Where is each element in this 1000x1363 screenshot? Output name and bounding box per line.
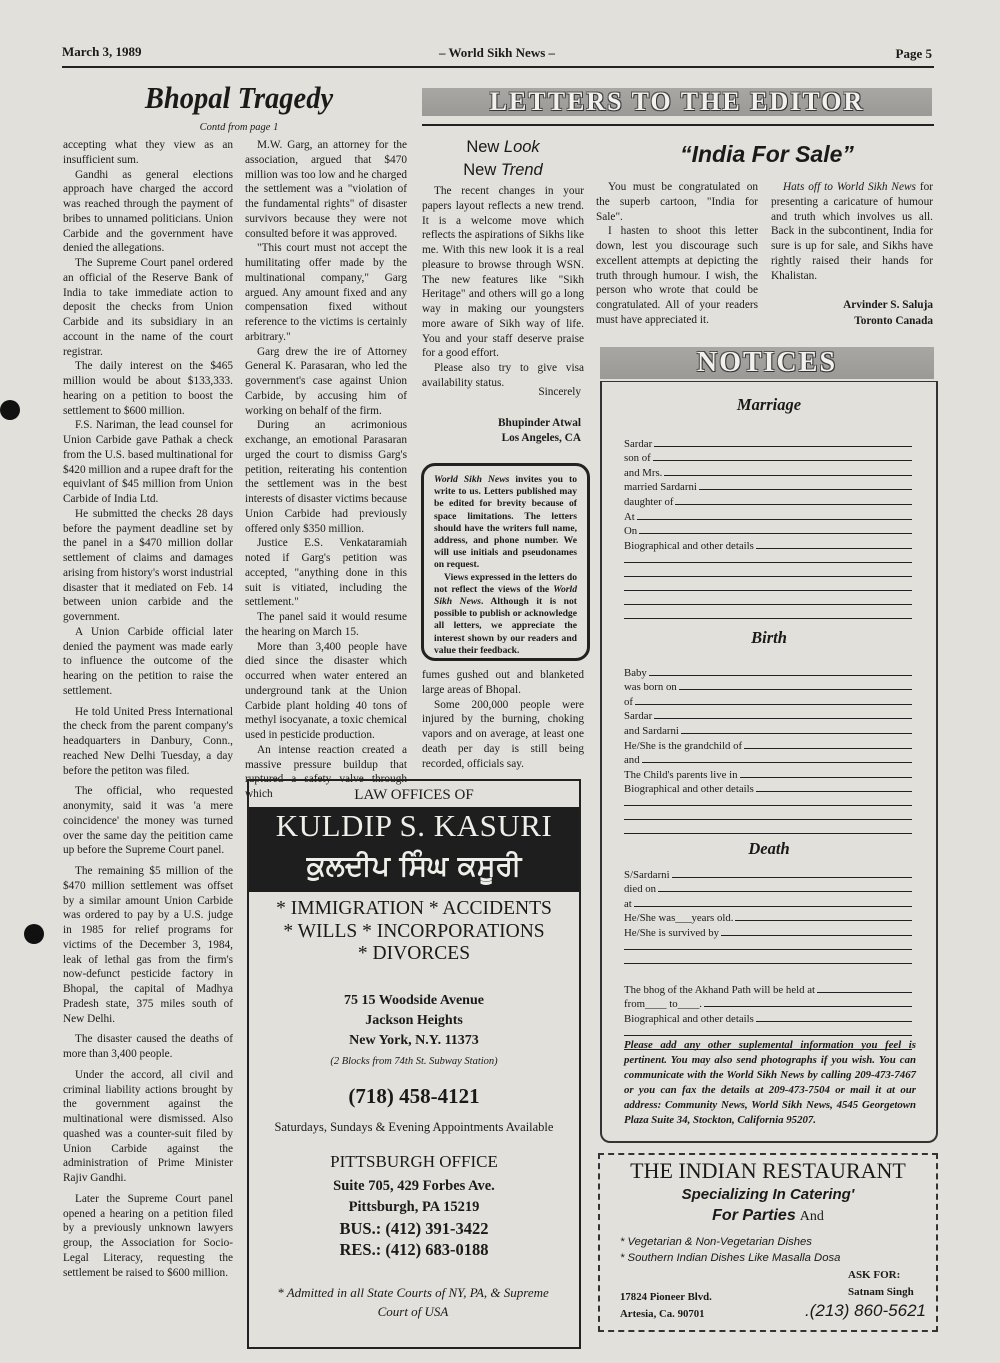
paragraph: The daily interest on the $465 million would be about $133,333. hearing on a petition to boost the settlement to $600 million.: [63, 360, 233, 417]
policy-text: . Although it is not possible to publish or acknowledge all letters, we appreciate the interest shown by our readers and value their feedback.: [434, 596, 577, 656]
restaurant-menu: [620, 1234, 840, 1266]
birth-title: Birth: [751, 628, 787, 647]
article-column-1: [63, 138, 233, 1280]
form-field[interactable]: [624, 781, 912, 796]
field-label: The Child's parents live in: [624, 768, 738, 781]
field-label: married Sardarni: [624, 481, 697, 494]
service-line: * WILLS * INCORPORATIONS: [283, 920, 545, 942]
paragraph: Garg drew the ire of Attorney General K. Parasaran, who led the government's case against Union Carbide, by accusing him of working on behalf of the firm.: [245, 345, 407, 417]
form-field[interactable]: [624, 708, 912, 723]
restaurant-name: THE INDIAN RESTAURANT: [630, 1158, 906, 1183]
paragraph: He submitted the checks 28 days before the payment deadline set by the panel in a $470 million dollar settlement of claims and damages arising from history's worst industrial disaster that it mediated on Feb. 14 between union carbide and the government.: [63, 507, 233, 623]
paragraph: Gandhi as general elections approach have charged the accord was reached through the payment of bribes to unnamed politicians. Union Carbide and the government have denied the allegations.: [63, 168, 233, 255]
fill-in-line[interactable]: [639, 533, 912, 534]
law-ad-pittsburgh-details: [249, 1176, 579, 1260]
field-label: Biographical and other details: [624, 539, 754, 552]
paragraph: An intense reaction created a massive pressure buildup that ruptured a safety valve through which: [245, 743, 407, 800]
article-continued-note: Contd from page 1: [199, 122, 279, 133]
policy-text: invites you to write to us. Letters published may be edited for brevity because of space limitations. The letters should have the writers full name, address, and phone number. We will use initials and pseudonames on request.: [434, 474, 577, 571]
field-label: daughter of: [624, 495, 674, 508]
paper-name-italic: World Sikh News: [434, 474, 510, 485]
paragraph: M.W. Garg, an attorney for the association, argued that $470 million was too low and he charged the settlement was a "violation of the fundamental rights" of disaster survivors because they were not consulted before it was approved.: [245, 139, 407, 240]
field-label: Biographical and other details: [624, 1012, 754, 1025]
letter2-text: for presenting a caricature of humour and truth which involves us all. Back in the subcontinent, India for sure is up for sale, and Sikhs have rightly raised their hands for Khalistan.: [771, 181, 934, 282]
paragraph: The recent changes in your papers layout reflects a new trend. It is a welcome move which reflects the aspirations of Sikhs like me. With this new look it is a real pleasure to browse through WSN. The new features like "Sikh Heritage" and others will go a long way in making our youngsters more aware of Sikh way of life. You and your staff deserve praise for a good effort.: [422, 185, 584, 360]
paper-name: – World Sikh News –: [438, 45, 556, 60]
letter2-paragraph: [771, 180, 933, 283]
letters-banner: LETTERS TO THE EDITOR: [422, 88, 932, 116]
field-label: at: [624, 897, 632, 910]
field-label: At: [624, 510, 635, 523]
form-field[interactable]: [624, 737, 912, 752]
title-word: Look: [503, 138, 540, 156]
fill-in-line[interactable]: [634, 906, 912, 907]
law-ad-name: KULDIP S. KASURI: [275, 808, 553, 843]
fill-in-line[interactable]: [664, 475, 912, 476]
form-field[interactable]: [624, 464, 912, 479]
form-field[interactable]: [624, 493, 912, 508]
blank-line[interactable]: [624, 590, 912, 591]
pittsburgh-line: Pittsburgh, PA 15219: [348, 1199, 480, 1215]
notices-submission-note: Please add any other suplemental information you feel is pertinent. You may also send photographs if you wish. You can communicate with the World Sikh News by calling 209-473-7467 or you can fax the details at 209-473-7504 or mail it at our address: Community News, World Sikh News, 4545 Georgetown Plaza Suite 34, Stockton, California 95207.: [624, 1039, 916, 1126]
fill-in-line[interactable]: [817, 992, 912, 993]
restaurant-tagline-2: [600, 1207, 936, 1225]
article-title: Bhopal Tragedy: [144, 80, 334, 115]
blank-line[interactable]: [624, 819, 912, 820]
letter2-location: Toronto Canada: [854, 314, 933, 327]
title-word: Trend: [500, 161, 543, 179]
paragraph: The disaster caused the deaths of more than 3,400 people.: [63, 1033, 233, 1060]
letters-rule: [422, 124, 934, 126]
form-field[interactable]: [624, 479, 912, 494]
law-ad-phone: (718) 458-4121: [348, 1084, 480, 1108]
form-field[interactable]: [624, 752, 912, 767]
law-ad-name-punjabi: ਕੁਲਦੀਪ ਸਿੰਘ ਕਸੂਰੀ: [306, 849, 522, 882]
paragraph: The remaining $5 million of the $470 million settlement was offset by a similar amount Union Carbide was ordered to pay by a U.S. judge in 1985 for relief programs for victims of the December 3, 1984, leak of lethal gas from the firm's now-defunct pesticide factory in Bhopal, the capital of Madhya Pradesh state, 375 miles south of New Delhi.: [63, 865, 233, 1025]
law-ad-pittsburgh-title: PITTSBURGH OFFICE: [330, 1152, 498, 1171]
blank-line[interactable]: [624, 963, 912, 964]
marriage-title: Marriage: [736, 395, 802, 414]
field-label: S/Sardarni: [624, 868, 670, 881]
form-field[interactable]: [624, 766, 912, 781]
law-office-ad: [247, 779, 581, 1349]
fill-in-line[interactable]: [756, 1021, 912, 1022]
fill-in-line[interactable]: [681, 733, 912, 734]
paragraph: Under the accord, all civil and criminal liability actions brought by the government against the multinational were dismissed. Also quashed was a counter-suit filed by Union Carbide against the administration of Prime Minister Rajiv Gandhi.: [63, 1068, 233, 1184]
letter2-author: Arvinder S. Saluja: [843, 299, 933, 311]
pittsburgh-line: RES.: (412) 683-0188: [339, 1240, 489, 1259]
field-label: Baby: [624, 666, 647, 679]
form-field[interactable]: [624, 866, 912, 881]
fill-in-line[interactable]: [658, 891, 912, 892]
blank-line[interactable]: [624, 805, 912, 806]
article-column-3: [422, 668, 584, 771]
masthead-rule: [62, 66, 934, 68]
ask-for-label: ASK FOR:: [848, 1269, 901, 1281]
pittsburgh-line: BUS.: (412) 391-3422: [339, 1219, 489, 1238]
tagline-word: And: [799, 1209, 824, 1224]
paragraph: Some 200,000 people were injured by the burning, choking vapors and on average, at least one death per day is still being recorded, officials say.: [422, 698, 584, 770]
letter2-left-column: [596, 180, 758, 328]
notices-banner: NOTICES: [600, 347, 934, 379]
field-label: Sardar: [624, 437, 653, 450]
paragraph: A Union Carbide official later denied the payment was made early to influence the outcome of the hearing on the petition to raise the settlement.: [63, 625, 233, 697]
fill-in-line[interactable]: [635, 704, 912, 705]
tagline-word: For Parties: [712, 1207, 796, 1224]
restaurant-tagline: Specializing In Catering': [681, 1186, 855, 1203]
menu-item: * Vegetarian & Non-Vegetarian Dishes: [620, 1236, 812, 1248]
paragraph: He told United Press International the check from the parent company's headquarters in Danbury, Conn., reached New Delhi Tuesday, a day before the petiton was filed.: [63, 705, 233, 777]
blank-line[interactable]: [624, 949, 912, 950]
fill-in-line[interactable]: [679, 689, 912, 690]
field-label: and: [624, 754, 640, 767]
fill-in-line[interactable]: [740, 777, 913, 778]
pittsburgh-line: Suite 705, 429 Forbes Ave.: [333, 1178, 495, 1194]
binder-hole: [24, 924, 44, 944]
field-label: son of: [624, 452, 651, 465]
paragraph: Later the Supreme Court panel opened a hearing on a petition filed by a previously unknown lawyers group, the Association for Socio-Legal Literacy, requesting the settlement be raised to $600 million.: [63, 1192, 233, 1279]
form-field[interactable]: [624, 664, 912, 679]
letter2-title: “India For Sale”: [680, 141, 854, 167]
letter1-author: Bhupinder Atwal: [498, 417, 581, 429]
title-word: New: [466, 138, 504, 156]
letters-policy-box: [421, 463, 590, 661]
paragraph: F.S. Nariman, the lead counsel for Union Carbide gave Pathak a check from the U.S. based multinational for $420 million and a rupee draft for the equivlant of $45 million from Union Carbide of India Ltd.: [63, 419, 233, 505]
law-ad-address: [249, 991, 579, 1051]
fill-in-line[interactable]: [672, 877, 912, 878]
paragraph: fumes gushed out and blanketed large areas of Bhopal.: [422, 669, 584, 696]
law-ad-heading: LAW OFFICES OF: [354, 787, 474, 803]
issue-date: March 3, 1989: [62, 44, 142, 59]
letter1-location: Los Angeles, CA: [501, 432, 581, 444]
fill-in-line[interactable]: [653, 460, 912, 461]
paper-name-italic: World Sikh News: [434, 583, 577, 608]
masthead: [62, 44, 932, 64]
field-label: He/She was___years old.: [624, 912, 734, 925]
field-label: On: [624, 525, 638, 538]
paragraph: More than 3,400 people have died since the disaster which occurred when water entered an underground tank at the Union Carbide plant holding 40 tons of methyl isocyanate, a toxic chemical used in pesticide production.: [245, 640, 407, 741]
policy-paragraph: [434, 474, 577, 572]
form-field[interactable]: [624, 450, 912, 465]
field-label: The bhog of the Akhand Path will be held at: [624, 983, 816, 996]
blank-line[interactable]: [624, 576, 912, 577]
form-field[interactable]: [624, 435, 912, 450]
law-ad-admission-note: * Admitted in all State Courts of NY, PA, & Supreme Court of USA: [277, 1285, 549, 1319]
letter1-closing: Sincerely: [538, 386, 581, 398]
address-line: 17824 Pioneer Blvd.: [620, 1291, 712, 1303]
fill-in-line[interactable]: [756, 791, 912, 792]
field-label: Sardar: [624, 710, 653, 723]
letter1-signature: [422, 416, 581, 446]
paragraph: Justice E.S. Venkataramiah noted if Garg's petition was accepted, "anything done in this suit is vitiated, including the settlement.": [245, 537, 407, 609]
field-label: was born on: [624, 681, 677, 694]
paragraph: The official, who requested anonymity, said it was 'a mere coincidence' the money was turned over the same day the peitition came up before the Supreme Court panel.: [63, 785, 233, 857]
form-field[interactable]: [624, 508, 912, 523]
paragraph: "This court must not accept the humilitating offer made by the multinational company," Garg argued. Any amount fixed and any compensation fixed without reference to the victims is certainly arbitrary.": [245, 242, 407, 343]
field-label: He/She is survived by: [624, 926, 720, 939]
law-ad-directions: (2 Blocks from 74th St. Subway Station): [330, 1056, 498, 1067]
fill-in-line[interactable]: [704, 1006, 912, 1007]
fill-in-line[interactable]: [649, 675, 912, 676]
address-line: New York, N.Y. 11373: [349, 1033, 479, 1048]
form-field[interactable]: [624, 722, 912, 737]
service-line: * IMMIGRATION * ACCIDENTS: [276, 898, 552, 919]
law-ad-hours: Saturdays, Sundays & Evening Appointments Available: [274, 1120, 554, 1134]
letter2-right-column: [771, 180, 933, 283]
form-field[interactable]: [624, 924, 912, 939]
field-label: died on: [624, 883, 657, 896]
field-label: and Mrs.: [624, 466, 663, 479]
paragraph: I hasten to shoot this letter down, lest you discourage such excellent attempts at depicting the truth through humour. I wish, the person who wrote that could be congratulated. All of your readers must have appreciated it.: [596, 225, 758, 326]
field-label: Biographical and other details: [624, 783, 754, 796]
fill-in-line[interactable]: [699, 489, 912, 490]
form-field[interactable]: [624, 693, 912, 708]
contact-name: Satnam Singh: [848, 1286, 914, 1298]
form-field[interactable]: [624, 895, 912, 910]
paragraph: accepting what they view as an insufficient sum.: [63, 139, 233, 166]
service-line: * DIVORCES: [357, 943, 471, 964]
policy-paragraph: [434, 572, 577, 657]
blank-line[interactable]: [624, 562, 912, 563]
letter1-title: [422, 136, 584, 182]
restaurant-phone: .(213) 860-5621: [805, 1301, 926, 1320]
field-label: and Sardarni: [624, 724, 679, 737]
fill-in-line[interactable]: [756, 548, 912, 549]
paragraph: Please also try to give visa availability status.: [422, 362, 584, 389]
address-line: Jackson Heights: [365, 1013, 463, 1028]
letter2-signature: [771, 298, 933, 329]
blank-line[interactable]: [624, 618, 912, 619]
address-line: Artesia, Ca. 90701: [620, 1308, 705, 1320]
paragraph: You must be congratulated on the superb cartoon, "India for Sale".: [596, 181, 758, 223]
fill-in-line[interactable]: [744, 748, 912, 749]
blank-line[interactable]: [624, 833, 912, 834]
form-field[interactable]: [624, 523, 912, 538]
page-number: Page 5: [895, 46, 932, 61]
blank-line[interactable]: [624, 604, 912, 605]
paragraph: The Supreme Court panel ordered an official of the Reserve Bank of India to take immediate action to deposit the checks from Union Carbide and its subsidiary in an account in the name of the court registrar.: [63, 257, 233, 358]
notices-form: [600, 381, 938, 1143]
restaurant-ad: [598, 1153, 938, 1332]
title-word: New: [463, 161, 501, 179]
policy-text: Views expressed in the letters do not reflect the views of the: [434, 571, 577, 595]
paragraph: During an acrimonious exchange, an emotional Parasaran urged the court to dismiss Garg's petition, reiterating his contention the settlement was in the best interests of disaster victims because Union Carbide had previously offered only $350 million.: [245, 419, 407, 535]
form-field[interactable]: [624, 981, 912, 996]
article-column-2: [245, 138, 407, 802]
paragraph: The panel said it would resume the hearing on March 15.: [245, 611, 407, 638]
fill-in-line[interactable]: [654, 718, 912, 719]
law-ad-services: [249, 898, 579, 966]
form-field[interactable]: [624, 996, 912, 1011]
fill-in-line[interactable]: [735, 920, 912, 921]
letter2-italic-text: Hats off to World Sikh News: [783, 181, 916, 193]
restaurant-address: [620, 1289, 712, 1323]
address-line: 75 15 Woodside Avenue: [344, 993, 484, 1008]
form-field[interactable]: [624, 679, 912, 694]
fill-in-line[interactable]: [675, 504, 912, 505]
fill-in-line[interactable]: [637, 519, 912, 520]
fill-in-line[interactable]: [654, 446, 912, 447]
field-label: from____ to____.: [624, 998, 702, 1011]
form-field[interactable]: [624, 881, 912, 896]
menu-item: * Southern Indian Dishes Like Masalla Dosa: [620, 1252, 841, 1264]
death-title: Death: [748, 839, 790, 858]
binder-hole: [0, 400, 20, 420]
blank-line[interactable]: [624, 1035, 912, 1036]
letter1-body: [422, 184, 584, 391]
form-field[interactable]: [624, 537, 912, 552]
form-field[interactable]: [624, 910, 912, 925]
field-label: He/She is the grandchild of: [624, 739, 743, 752]
field-label: of: [624, 695, 633, 708]
fill-in-line[interactable]: [642, 762, 912, 763]
restaurant-contact: [848, 1267, 914, 1301]
fill-in-line[interactable]: [721, 935, 912, 936]
form-field[interactable]: [624, 1010, 912, 1025]
